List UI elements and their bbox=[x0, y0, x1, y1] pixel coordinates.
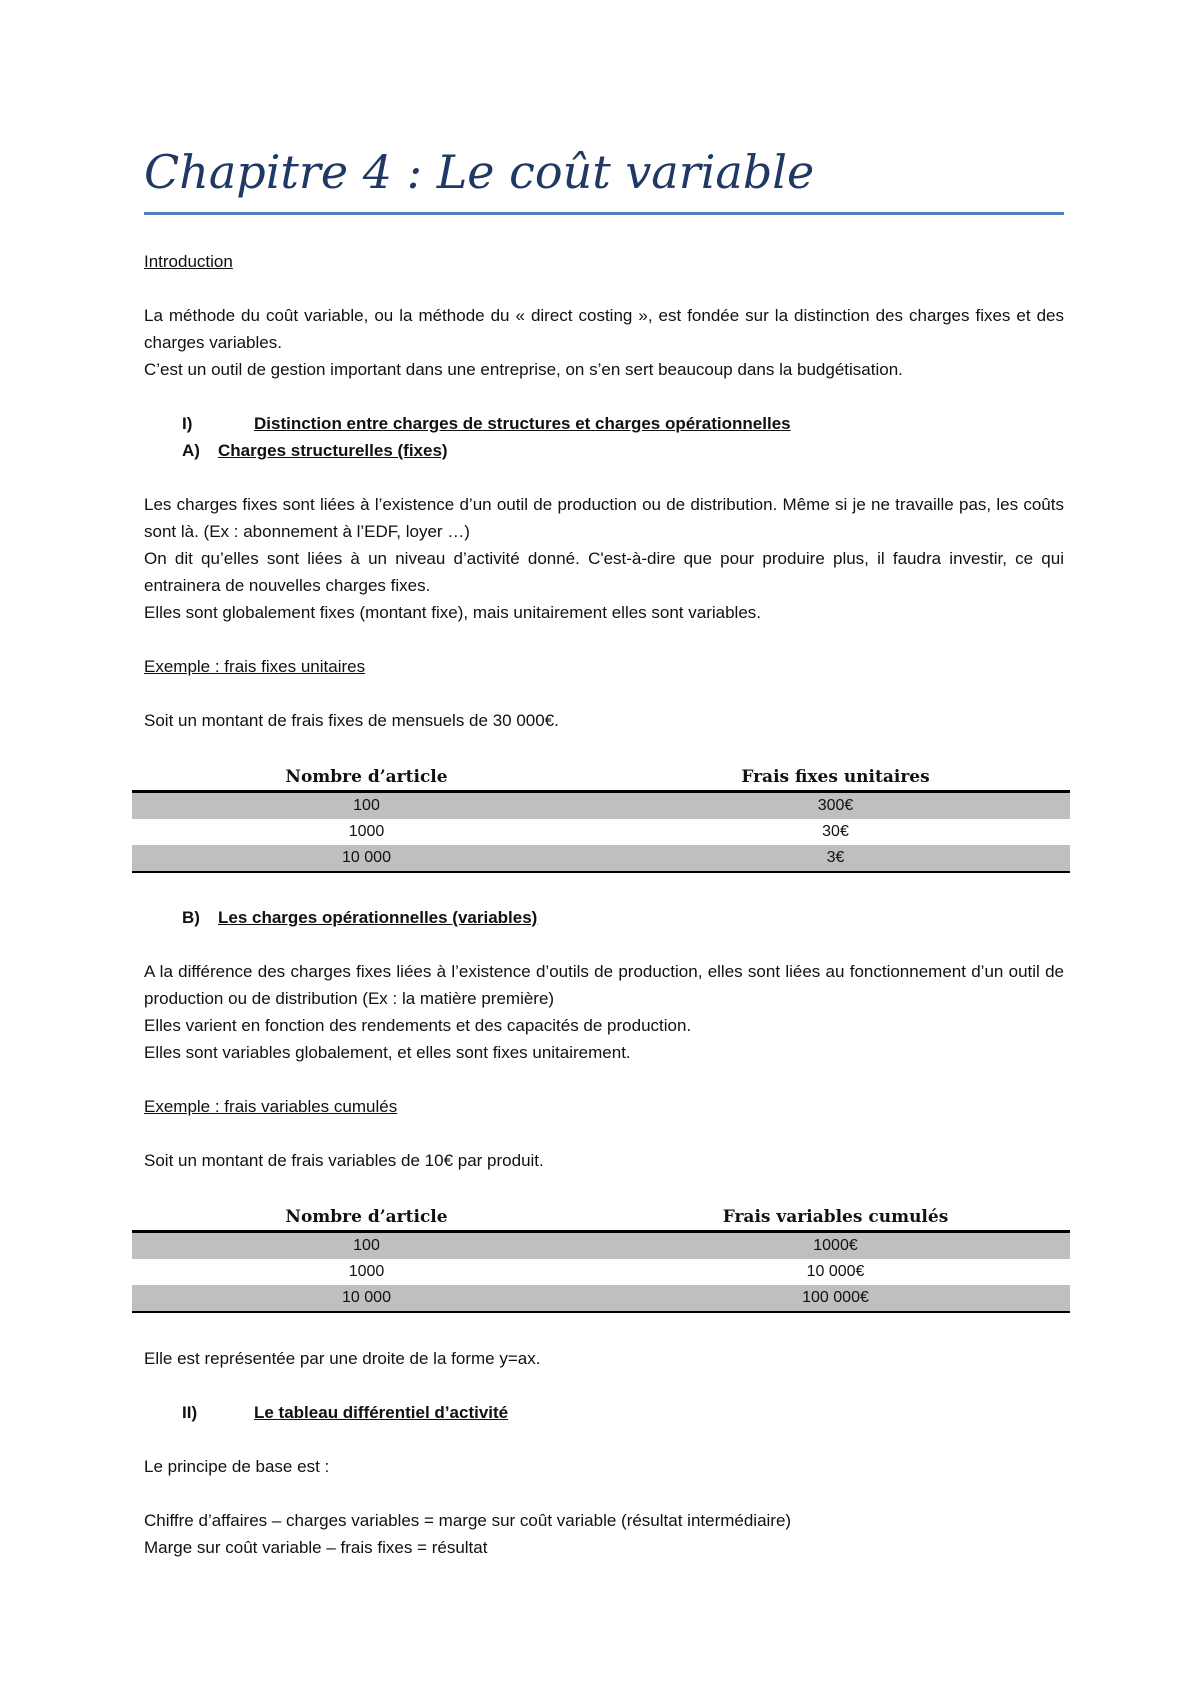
section-2-heading bbox=[182, 1399, 508, 1426]
table-cell: 3€ bbox=[601, 845, 1070, 872]
table-cell: 10 000 bbox=[132, 845, 601, 872]
table-cell: 10 000 bbox=[132, 1285, 601, 1312]
section-2-formula-2: Marge sur coût variable – frais fixes = résultat bbox=[144, 1538, 488, 1557]
section-2-number: II) bbox=[182, 1403, 198, 1422]
example-b-text: Soit un montant de frais variables de 10€ par produit. bbox=[144, 1151, 544, 1170]
introduction-paragraph-1: La méthode du coût variable, ou la méthode du « direct costing », est fondée sur la distinction des charges fixes et des charges variables. bbox=[144, 306, 1064, 352]
subsection-a-paragraph-3: Elles sont globalement fixes (montant fixe), mais unitairement elles sont variables. bbox=[144, 603, 762, 622]
variable-costs-table bbox=[132, 1204, 1070, 1313]
table-header-row bbox=[132, 1204, 1070, 1232]
subsection-b-after-table: Elle est représentée par une droite de la forme y=ax. bbox=[144, 1349, 541, 1368]
table-header-row bbox=[132, 764, 1070, 792]
table-cell: 300€ bbox=[601, 792, 1070, 820]
introduction-heading-text: Introduction bbox=[144, 252, 233, 271]
subsection-b-title: Les charges opérationnelles (variables) bbox=[218, 908, 538, 927]
fixed-costs-table bbox=[132, 764, 1070, 873]
subsection-a-heading bbox=[182, 437, 448, 464]
example-a-text: Soit un montant de frais fixes de mensuels de 30 000€. bbox=[144, 711, 559, 730]
table-row bbox=[132, 819, 1070, 845]
table-row bbox=[132, 792, 1070, 820]
table-cell: 100 bbox=[132, 792, 601, 820]
table-header-cell: Nombre d’article bbox=[132, 1204, 601, 1232]
subsection-b-letter: B) bbox=[182, 908, 200, 927]
table-row bbox=[132, 1285, 1070, 1312]
table-row bbox=[132, 1259, 1070, 1285]
subsection-a-title: Charges structurelles (fixes) bbox=[218, 441, 448, 460]
table-cell: 30€ bbox=[822, 823, 849, 840]
example-a-label-text: Exemple : frais fixes unitaires bbox=[144, 657, 366, 676]
introduction-heading bbox=[144, 248, 1064, 275]
table-cell: 1000 bbox=[348, 823, 385, 840]
example-a-label bbox=[144, 653, 1064, 680]
example-b-label bbox=[144, 1093, 1064, 1120]
subsection-a-letter: A) bbox=[182, 441, 200, 460]
introduction-paragraph-2: C’est un outil de gestion important dans une entreprise, on s’en sert beaucoup dans la budgétisation. bbox=[144, 360, 903, 379]
section-1-heading bbox=[182, 410, 791, 437]
subsection-b-heading bbox=[182, 904, 537, 931]
subsection-a-paragraph-1: Les charges fixes sont liées à l’existence d’un outil de production ou de distribution. Même si je ne travaille pas, les coûts sont là. (Ex : abonnement à l’EDF, loyer …) bbox=[144, 495, 1064, 541]
section-2-principle: Le principe de base est : bbox=[144, 1457, 330, 1476]
section-2-formula-1: Chiffre d’affaires – charges variables = marge sur coût variable (résultat intermédiaire) bbox=[144, 1511, 792, 1530]
table-header-cell: Nombre d’article bbox=[132, 764, 601, 792]
table-cell: 10 000€ bbox=[806, 1263, 865, 1280]
table-header-cell: Frais variables cumulés bbox=[601, 1204, 1070, 1232]
table-cell: 1000€ bbox=[601, 1232, 1070, 1260]
subsection-b-paragraph-1: A la différence des charges fixes liées à l’existence d’outils de production, elles sont liées au fonctionnement d’un outil de production ou de distribution (Ex : la matière première) bbox=[144, 962, 1064, 1008]
subsection-b-paragraph-3: Elles sont variables globalement, et elles sont fixes unitairement. bbox=[144, 1043, 631, 1062]
table-header-cell: Frais fixes unitaires bbox=[601, 764, 1070, 792]
table-row bbox=[132, 1232, 1070, 1260]
table-cell: 100 bbox=[132, 1232, 601, 1260]
table-cell: 1000 bbox=[348, 1263, 385, 1280]
table-row bbox=[132, 845, 1070, 872]
subsection-b-paragraph-2: Elles varient en fonction des rendements et des capacités de production. bbox=[144, 1016, 692, 1035]
section-2-title: Le tableau différentiel d’activité bbox=[254, 1403, 509, 1422]
title-underline-rule bbox=[144, 212, 1064, 215]
example-b-label-text: Exemple : frais variables cumulés bbox=[144, 1097, 398, 1116]
section-1-title: Distinction entre charges de structures et charges opérationnelles bbox=[254, 414, 791, 433]
subsection-a-paragraph-2: On dit qu’elles sont liées à un niveau d’activité donné. C'est-à-dire que pour produire plus, il faudra investir, ce qui entrainera de nouvelles charges fixes. bbox=[144, 549, 1064, 595]
section-1-number: I) bbox=[182, 414, 193, 433]
table-cell: 100 000€ bbox=[601, 1285, 1070, 1312]
page-title: Chapitre 4 : Le coût variable bbox=[144, 145, 815, 199]
